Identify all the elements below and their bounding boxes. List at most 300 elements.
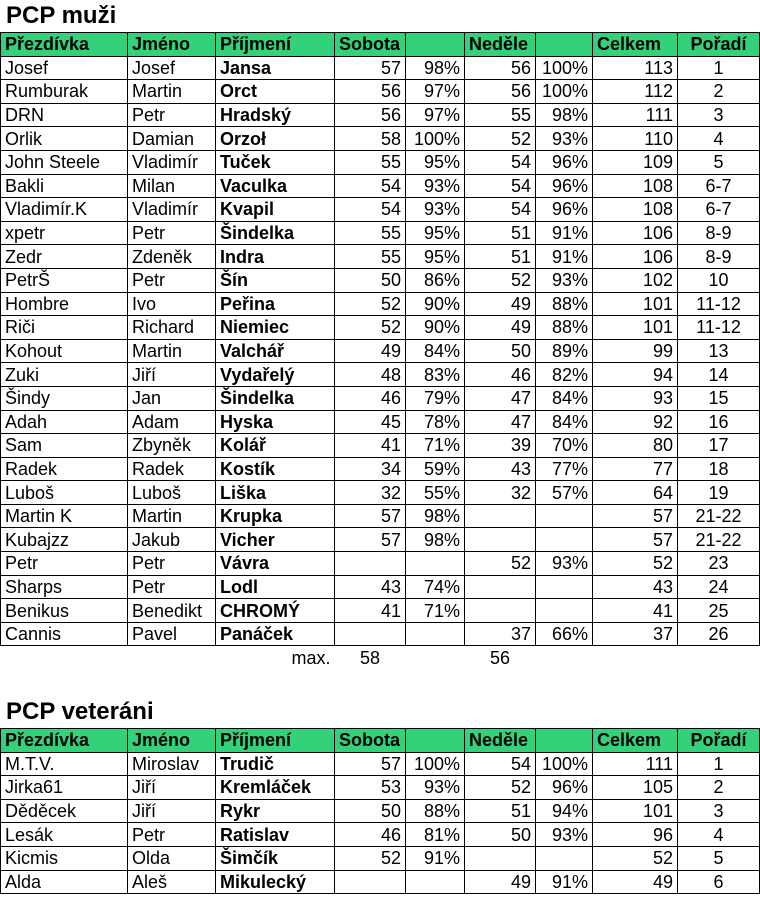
- col-header-sobota: Sobota: [335, 729, 406, 753]
- cell-sobota-pct: 97%: [406, 80, 465, 104]
- cell-sobota: 49: [335, 339, 406, 363]
- cell-jmeno: Jakub: [128, 528, 216, 552]
- cell-jmeno: Benedikt: [128, 599, 216, 623]
- col-header-nedele-pct: [536, 729, 593, 753]
- cell-prijmeni: Tuček: [216, 150, 335, 174]
- cell-jmeno: Jiří: [128, 776, 216, 800]
- table-row: [1, 339, 760, 363]
- cell-prijmeni: Kremláček: [216, 776, 335, 800]
- col-header-prijmeni: Příjmení: [216, 729, 335, 753]
- cell-nedele: [465, 504, 536, 528]
- cell-prezdivka: PetrŠ: [1, 268, 128, 292]
- table-row: [1, 386, 760, 410]
- col-header-prezdivka: Přezdívka: [1, 33, 128, 57]
- cell-prijmeni: Ratislav: [216, 823, 335, 847]
- cell-nedele-pct: 91%: [536, 870, 593, 894]
- cell-prezdivka: Jirka61: [1, 776, 128, 800]
- cell-prezdivka: Benikus: [1, 599, 128, 623]
- cell-nedele-pct: 96%: [536, 776, 593, 800]
- cell-prezdivka: Rumburak: [1, 80, 128, 104]
- cell-jmeno: Pavel: [128, 622, 216, 646]
- cell-jmeno: Martin: [128, 339, 216, 363]
- cell-poradi: 4: [678, 823, 760, 847]
- cell-nedele-pct: [536, 504, 593, 528]
- cell-sobota: [335, 552, 406, 576]
- cell-nedele: 37: [465, 622, 536, 646]
- cell-sobota: 34: [335, 457, 406, 481]
- cell-nedele-pct: [536, 528, 593, 552]
- cell-prijmeni: Mikulecký: [216, 870, 335, 894]
- cell-prezdivka: Alda: [1, 870, 128, 894]
- cell-nedele-pct: 91%: [536, 221, 593, 245]
- cell-nedele-pct: 100%: [536, 752, 593, 776]
- cell-jmeno: Petr: [128, 823, 216, 847]
- cell-prezdivka: Šindy: [1, 386, 128, 410]
- col-header-jmeno: Jméno: [128, 33, 216, 57]
- cell-prezdivka: Petr: [1, 552, 128, 576]
- cell-celkem: 101: [593, 316, 678, 340]
- cell-prijmeni: Orct: [216, 80, 335, 104]
- results-table-muzi: [0, 32, 760, 670]
- cell-celkem: 101: [593, 292, 678, 316]
- cell-nedele: 49: [465, 292, 536, 316]
- table-row: [1, 575, 760, 599]
- cell-prezdivka: Sharps: [1, 575, 128, 599]
- cell-jmeno: Petr: [128, 103, 216, 127]
- cell-nedele-pct: 93%: [536, 268, 593, 292]
- cell-nedele-pct: 57%: [536, 481, 593, 505]
- cell-jmeno: Vladimír: [128, 150, 216, 174]
- cell-sobota-pct: 81%: [406, 823, 465, 847]
- cell-jmeno: Richard: [128, 316, 216, 340]
- cell-nedele: 56: [465, 56, 536, 80]
- cell-poradi: 16: [678, 410, 760, 434]
- cell-nedele-pct: 96%: [536, 198, 593, 222]
- cell-prijmeni: Hyska: [216, 410, 335, 434]
- cell-prijmeni: Vydařelý: [216, 363, 335, 387]
- cell-sobota-pct: 88%: [406, 799, 465, 823]
- table-row: [1, 528, 760, 552]
- max-sobota-value: 58: [359, 648, 381, 669]
- cell-prezdivka: Zedr: [1, 245, 128, 269]
- cell-poradi: 21-22: [678, 504, 760, 528]
- max-nedele-value: 56: [489, 648, 511, 669]
- cell-poradi: 24: [678, 575, 760, 599]
- table-row: [1, 622, 760, 646]
- empty-cell: [593, 646, 678, 670]
- cell-nedele-pct: 82%: [536, 363, 593, 387]
- cell-prezdivka: Josef: [1, 56, 128, 80]
- cell-sobota: [335, 870, 406, 894]
- table-row: [1, 221, 760, 245]
- cell-jmeno: Zdeněk: [128, 245, 216, 269]
- cell-sobota-pct: 95%: [406, 245, 465, 269]
- cell-sobota-pct: 100%: [406, 127, 465, 151]
- cell-celkem: 106: [593, 245, 678, 269]
- cell-sobota: 55: [335, 221, 406, 245]
- cell-jmeno: Jan: [128, 386, 216, 410]
- cell-prezdivka: John Steele: [1, 150, 128, 174]
- cell-nedele: 52: [465, 127, 536, 151]
- col-header-poradi: Pořadí: [678, 729, 760, 753]
- cell-nedele: 46: [465, 363, 536, 387]
- cell-sobota: 53: [335, 776, 406, 800]
- cell-poradi: 6-7: [678, 198, 760, 222]
- cell-sobota: 54: [335, 198, 406, 222]
- cell-nedele: 49: [465, 870, 536, 894]
- cell-nedele: 49: [465, 316, 536, 340]
- table-row: [1, 268, 760, 292]
- cell-celkem: 105: [593, 776, 678, 800]
- cell-prijmeni: Rykr: [216, 799, 335, 823]
- cell-prijmeni: Kolář: [216, 434, 335, 458]
- cell-jmeno: Petr: [128, 268, 216, 292]
- cell-sobota-pct: 90%: [406, 316, 465, 340]
- cell-celkem: 94: [593, 363, 678, 387]
- table-row: [1, 316, 760, 340]
- cell-nedele-pct: 93%: [536, 127, 593, 151]
- cell-poradi: 14: [678, 363, 760, 387]
- table-row: [1, 823, 760, 847]
- cell-nedele-pct: 94%: [536, 799, 593, 823]
- cell-sobota-pct: 98%: [406, 528, 465, 552]
- cell-prezdivka: xpetr: [1, 221, 128, 245]
- table-row: [1, 410, 760, 434]
- cell-sobota: 43: [335, 575, 406, 599]
- table-row: [1, 174, 760, 198]
- cell-prezdivka: Radek: [1, 457, 128, 481]
- cell-nedele: 51: [465, 245, 536, 269]
- cell-prijmeni: Lodl: [216, 575, 335, 599]
- col-header-sobota-pct: [406, 33, 465, 57]
- cell-celkem: 109: [593, 150, 678, 174]
- cell-poradi: 13: [678, 339, 760, 363]
- table-row: [1, 292, 760, 316]
- cell-poradi: 2: [678, 776, 760, 800]
- cell-prezdivka: Riči: [1, 316, 128, 340]
- cell-prezdivka: Zuki: [1, 363, 128, 387]
- col-header-sobota: Sobota: [335, 33, 406, 57]
- cell-prezdivka: DRN: [1, 103, 128, 127]
- cell-nedele: 47: [465, 410, 536, 434]
- cell-nedele: 47: [465, 386, 536, 410]
- cell-sobota-pct: 84%: [406, 339, 465, 363]
- cell-nedele-pct: 91%: [536, 245, 593, 269]
- cell-sobota: 55: [335, 150, 406, 174]
- cell-nedele: 43: [465, 457, 536, 481]
- table-row: [1, 481, 760, 505]
- cell-sobota: 41: [335, 599, 406, 623]
- cell-nedele: 51: [465, 799, 536, 823]
- cell-prezdivka: M.T.V.: [1, 752, 128, 776]
- cell-jmeno: Zbyněk: [128, 434, 216, 458]
- cell-prijmeni: Krupka: [216, 504, 335, 528]
- max-row: [1, 646, 760, 670]
- cell-sobota-pct: 55%: [406, 481, 465, 505]
- cell-prijmeni: CHROMÝ: [216, 599, 335, 623]
- table-row: [1, 552, 760, 576]
- cell-poradi: 11-12: [678, 316, 760, 340]
- cell-jmeno: Milan: [128, 174, 216, 198]
- cell-prijmeni: Peřina: [216, 292, 335, 316]
- cell-poradi: 19: [678, 481, 760, 505]
- cell-celkem: 111: [593, 752, 678, 776]
- cell-nedele: 54: [465, 752, 536, 776]
- col-header-celkem: Celkem: [593, 33, 678, 57]
- table-row: [1, 776, 760, 800]
- cell-jmeno: Vladimír: [128, 198, 216, 222]
- cell-nedele-pct: 77%: [536, 457, 593, 481]
- cell-nedele-pct: 93%: [536, 823, 593, 847]
- cell-poradi: 23: [678, 552, 760, 576]
- table-row: [1, 127, 760, 151]
- cell-jmeno: Adam: [128, 410, 216, 434]
- cell-jmeno: Martin: [128, 504, 216, 528]
- cell-nedele: 32: [465, 481, 536, 505]
- table-row: [1, 103, 760, 127]
- cell-sobota: 54: [335, 174, 406, 198]
- col-header-poradi: Pořadí: [678, 33, 760, 57]
- cell-jmeno: Jiří: [128, 363, 216, 387]
- cell-sobota-pct: 100%: [406, 752, 465, 776]
- cell-sobota: 57: [335, 504, 406, 528]
- cell-prijmeni: Vicher: [216, 528, 335, 552]
- cell-jmeno: Josef: [128, 56, 216, 80]
- cell-prijmeni: Vaculka: [216, 174, 335, 198]
- cell-poradi: 4: [678, 127, 760, 151]
- cell-prezdivka: Orlik: [1, 127, 128, 151]
- cell-sobota-pct: 59%: [406, 457, 465, 481]
- cell-jmeno: Olda: [128, 846, 216, 870]
- empty-cell: [128, 646, 216, 670]
- cell-poradi: 8-9: [678, 221, 760, 245]
- cell-celkem: 92: [593, 410, 678, 434]
- cell-celkem: 64: [593, 481, 678, 505]
- cell-nedele-pct: [536, 599, 593, 623]
- table-row: [1, 434, 760, 458]
- cell-nedele-pct: [536, 846, 593, 870]
- cell-celkem: 80: [593, 434, 678, 458]
- cell-celkem: 52: [593, 552, 678, 576]
- cell-prijmeni: Šindelka: [216, 386, 335, 410]
- section-title-muzi: PCP muži: [6, 2, 117, 29]
- cell-nedele: 51: [465, 221, 536, 245]
- results-table-veterani: [0, 728, 760, 894]
- cell-sobota-pct: 74%: [406, 575, 465, 599]
- col-header-nedele: Neděle: [465, 729, 536, 753]
- cell-celkem: 110: [593, 127, 678, 151]
- cell-prezdivka: Sam: [1, 434, 128, 458]
- cell-celkem: 106: [593, 221, 678, 245]
- table-row: [1, 80, 760, 104]
- cell-sobota: 57: [335, 752, 406, 776]
- cell-sobota-pct: 90%: [406, 292, 465, 316]
- cell-poradi: 21-22: [678, 528, 760, 552]
- cell-nedele-pct: 96%: [536, 150, 593, 174]
- cell-nedele: 50: [465, 823, 536, 847]
- cell-nedele-pct: 100%: [536, 80, 593, 104]
- cell-nedele-pct: 84%: [536, 410, 593, 434]
- cell-celkem: 41: [593, 599, 678, 623]
- table-row: [1, 198, 760, 222]
- cell-nedele: 39: [465, 434, 536, 458]
- cell-nedele-pct: 96%: [536, 174, 593, 198]
- cell-jmeno: Damian: [128, 127, 216, 151]
- cell-nedele: 54: [465, 198, 536, 222]
- cell-poradi: 25: [678, 599, 760, 623]
- cell-prijmeni: Panáček: [216, 622, 335, 646]
- cell-celkem: 113: [593, 56, 678, 80]
- cell-sobota-pct: 95%: [406, 221, 465, 245]
- cell-sobota-pct: 93%: [406, 174, 465, 198]
- cell-prezdivka: Cannis: [1, 622, 128, 646]
- cell-prezdivka: Kicmis: [1, 846, 128, 870]
- cell-sobota: 45: [335, 410, 406, 434]
- cell-sobota-pct: [406, 622, 465, 646]
- table-row: [1, 363, 760, 387]
- cell-jmeno: Radek: [128, 457, 216, 481]
- cell-poradi: 17: [678, 434, 760, 458]
- table-row: [1, 752, 760, 776]
- cell-sobota-pct: 97%: [406, 103, 465, 127]
- cell-celkem: 99: [593, 339, 678, 363]
- cell-nedele: 52: [465, 776, 536, 800]
- cell-nedele: 50: [465, 339, 536, 363]
- cell-celkem: 57: [593, 528, 678, 552]
- cell-sobota-pct: 78%: [406, 410, 465, 434]
- cell-celkem: 108: [593, 174, 678, 198]
- cell-nedele-pct: 98%: [536, 103, 593, 127]
- cell-celkem: 112: [593, 80, 678, 104]
- table-row: [1, 150, 760, 174]
- cell-poradi: 3: [678, 103, 760, 127]
- cell-celkem: 108: [593, 198, 678, 222]
- empty-cell: [1, 646, 128, 670]
- cell-sobota: 56: [335, 103, 406, 127]
- cell-sobota: 46: [335, 823, 406, 847]
- cell-sobota: 56: [335, 80, 406, 104]
- cell-nedele-pct: 100%: [536, 56, 593, 80]
- cell-prijmeni: Jansa: [216, 56, 335, 80]
- cell-prezdivka: Vladimír.K: [1, 198, 128, 222]
- cell-celkem: 52: [593, 846, 678, 870]
- max-label: max.: [291, 648, 331, 669]
- cell-sobota-pct: 86%: [406, 268, 465, 292]
- cell-poradi: 3: [678, 799, 760, 823]
- cell-celkem: 93: [593, 386, 678, 410]
- cell-poradi: 1: [678, 752, 760, 776]
- cell-sobota: 52: [335, 316, 406, 340]
- cell-nedele: [465, 528, 536, 552]
- cell-celkem: 57: [593, 504, 678, 528]
- cell-celkem: 43: [593, 575, 678, 599]
- cell-nedele-pct: 88%: [536, 292, 593, 316]
- cell-nedele: 52: [465, 552, 536, 576]
- cell-poradi: 11-12: [678, 292, 760, 316]
- cell-jmeno: Aleš: [128, 870, 216, 894]
- cell-nedele: 52: [465, 268, 536, 292]
- cell-sobota-pct: 98%: [406, 56, 465, 80]
- col-header-nedele-pct: [536, 33, 593, 57]
- table-header-row: [1, 729, 760, 753]
- cell-prezdivka: Kubajzz: [1, 528, 128, 552]
- cell-prijmeni: Orzoł: [216, 127, 335, 151]
- cell-poradi: 26: [678, 622, 760, 646]
- cell-jmeno: Petr: [128, 552, 216, 576]
- cell-sobota: 55: [335, 245, 406, 269]
- cell-sobota: 46: [335, 386, 406, 410]
- cell-celkem: 96: [593, 823, 678, 847]
- cell-prijmeni: Hradský: [216, 103, 335, 127]
- cell-prijmeni: Indra: [216, 245, 335, 269]
- cell-nedele: [465, 575, 536, 599]
- cell-prijmeni: Kvapil: [216, 198, 335, 222]
- cell-prijmeni: Šindelka: [216, 221, 335, 245]
- cell-prijmeni: Kostík: [216, 457, 335, 481]
- cell-prezdivka: Kohout: [1, 339, 128, 363]
- cell-nedele-pct: 88%: [536, 316, 593, 340]
- col-header-nedele: Neděle: [465, 33, 536, 57]
- cell-jmeno: Petr: [128, 575, 216, 599]
- cell-celkem: 101: [593, 799, 678, 823]
- cell-sobota-pct: 93%: [406, 198, 465, 222]
- cell-celkem: 102: [593, 268, 678, 292]
- col-header-sobota-pct: [406, 729, 465, 753]
- cell-poradi: 6-7: [678, 174, 760, 198]
- col-header-celkem: Celkem: [593, 729, 678, 753]
- cell-sobota: 57: [335, 56, 406, 80]
- cell-prezdivka: Lesák: [1, 823, 128, 847]
- table-row: [1, 599, 760, 623]
- cell-celkem: 37: [593, 622, 678, 646]
- cell-sobota: 52: [335, 846, 406, 870]
- cell-sobota-pct: 71%: [406, 599, 465, 623]
- table-row: [1, 870, 760, 894]
- cell-sobota: [335, 622, 406, 646]
- cell-poradi: 5: [678, 150, 760, 174]
- cell-prezdivka: Děděcek: [1, 799, 128, 823]
- table-row: [1, 457, 760, 481]
- cell-prijmeni: Niemiec: [216, 316, 335, 340]
- cell-sobota: 48: [335, 363, 406, 387]
- cell-jmeno: Martin: [128, 80, 216, 104]
- cell-poradi: 1: [678, 56, 760, 80]
- cell-sobota-pct: 95%: [406, 150, 465, 174]
- cell-nedele: 55: [465, 103, 536, 127]
- cell-nedele: [465, 846, 536, 870]
- cell-prezdivka: Luboš: [1, 481, 128, 505]
- cell-jmeno: Ivo: [128, 292, 216, 316]
- cell-nedele: 54: [465, 174, 536, 198]
- col-header-prezdivka: Přezdívka: [1, 729, 128, 753]
- cell-sobota-pct: [406, 870, 465, 894]
- table-header-row: [1, 33, 760, 57]
- cell-prezdivka: Hombre: [1, 292, 128, 316]
- cell-prijmeni: Vávra: [216, 552, 335, 576]
- table-row: [1, 245, 760, 269]
- cell-sobota: 50: [335, 268, 406, 292]
- cell-prijmeni: Trudič: [216, 752, 335, 776]
- col-header-prijmeni: Příjmení: [216, 33, 335, 57]
- table-row: [1, 56, 760, 80]
- table-row: [1, 799, 760, 823]
- cell-sobota-pct: [406, 552, 465, 576]
- cell-sobota: 57: [335, 528, 406, 552]
- cell-sobota-pct: 98%: [406, 504, 465, 528]
- cell-poradi: 5: [678, 846, 760, 870]
- cell-prijmeni: Šín: [216, 268, 335, 292]
- empty-cell: [536, 646, 593, 670]
